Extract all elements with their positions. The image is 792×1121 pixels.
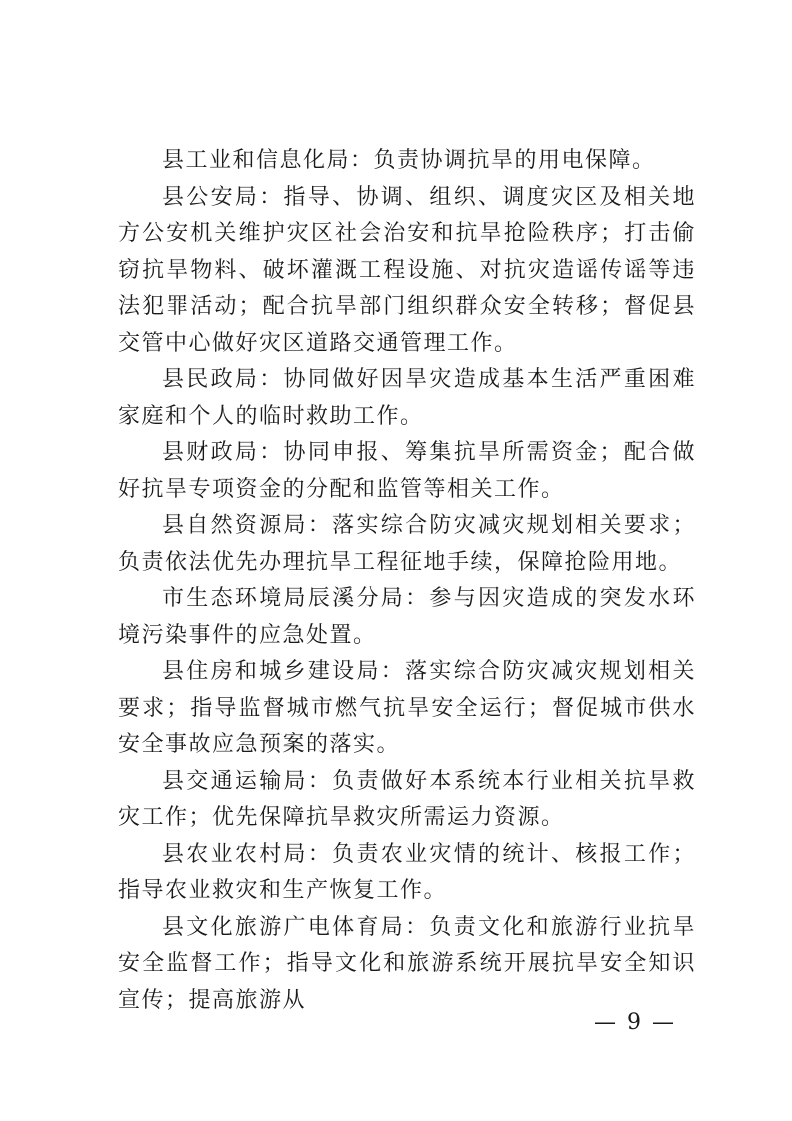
paragraph-culture-tourism-bureau: 县文化旅游广电体育局：负责文化和旅游行业抗旱安全监督工作；指导文化和旅游系统开展抗旱安全知识宣传；提高旅游从	[118, 914, 696, 1013]
paragraph-civil-affairs-bureau: 县民政局：协同做好因旱灾造成基本生活严重困难家庭和个人的临时救助工作。	[118, 367, 696, 429]
paragraph-transport-bureau: 县交通运输局：负责做好本系统本行业相关抗旱救灾工作；优先保障抗旱救灾所需运力资源。	[118, 768, 696, 830]
paragraph-natural-resources-bureau: 县自然资源局：落实综合防灾减灾规划相关要求；负责依法优先办理抗旱工程征地手续，保障抢险用地。	[118, 513, 696, 575]
page-number: — 9 —	[594, 1010, 676, 1035]
paragraph-public-security-bureau: 县公安局：指导、协调、组织、调度灾区及相关地方公安机关维护灾区社会治安和抗旱抢险秩序；打击偷窃抗旱物料、破坏灌溉工程设施、对抗灾造谣传谣等违法犯罪活动；配合抗旱部门组织群众安全转移；督促县交管中心做好灾区道路交通管理工作。	[118, 184, 696, 356]
paragraph-ecology-environment-branch: 市生态环境局辰溪分局：参与因灾造成的突发水环境污染事件的应急处置。	[118, 586, 696, 648]
paragraph-agriculture-bureau: 县农业农村局：负责农业灾情的统计、核报工作；指导农业救灾和生产恢复工作。	[118, 841, 696, 903]
document-body	[118, 143, 696, 1019]
paragraph-housing-construction-bureau: 县住房和城乡建设局：落实综合防灾减灾规划相关要求；指导监督城市燃气抗旱安全运行；督促城市供水安全事故应急预案的落实。	[118, 659, 696, 757]
paragraph-finance-bureau: 县财政局：协同申报、筹集抗旱所需资金；配合做好抗旱专项资金的分配和监管等相关工作。	[118, 440, 696, 502]
paragraph-industry-bureau: 县工业和信息化局：负责协调抗旱的用电保障。	[162, 148, 656, 173]
